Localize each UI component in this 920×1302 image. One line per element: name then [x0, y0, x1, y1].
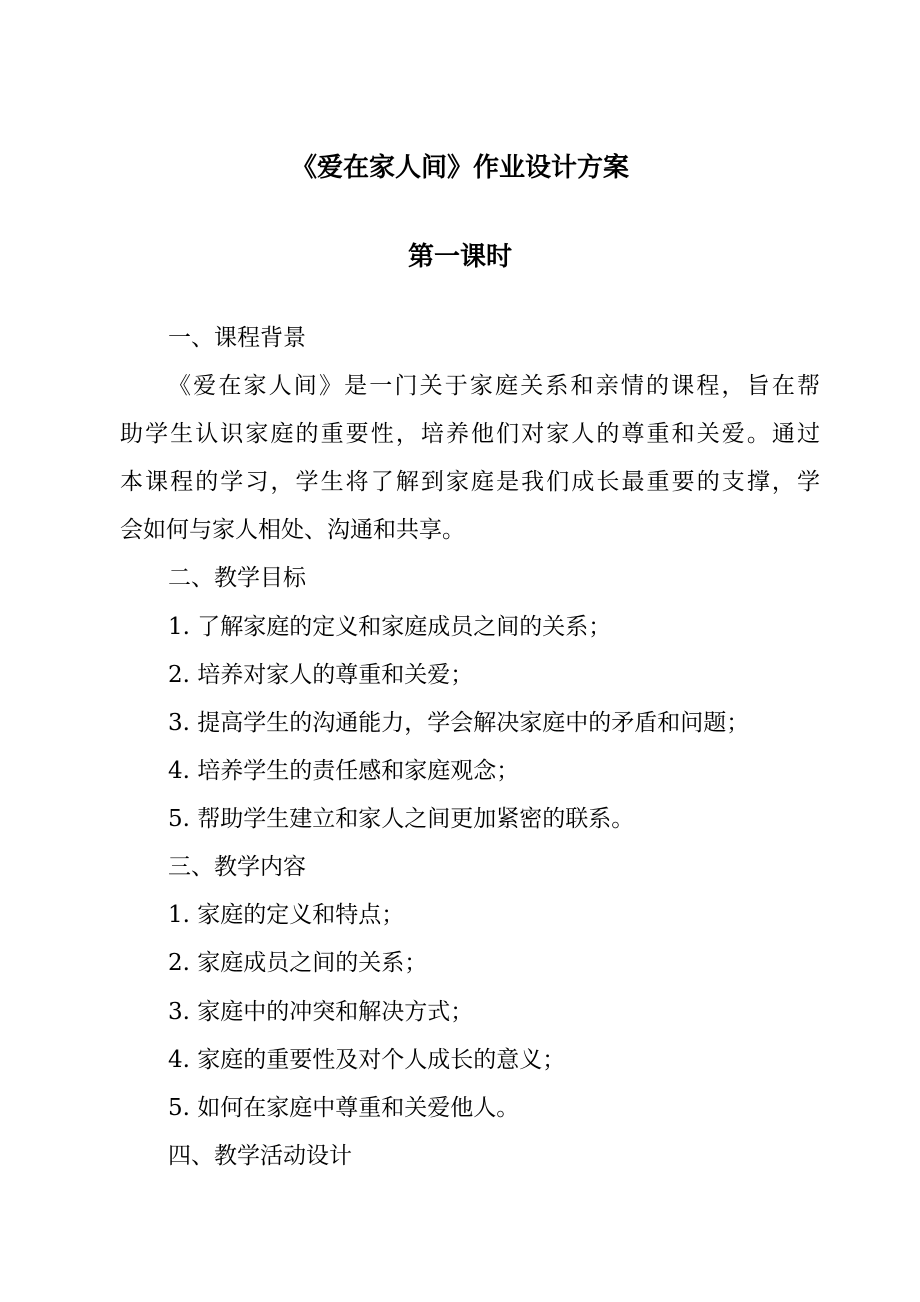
section-heading-activities: 四、教学活动设计: [168, 1143, 352, 1169]
list-item: 2. 家庭成员之间的关系；: [168, 950, 428, 976]
list-item: 5. 帮助学生建立和家人之间更加紧密的联系。: [168, 806, 635, 832]
paragraph-line: 《爱在家人间》是一门关于家庭关系和亲情的课程，旨在帮: [168, 373, 820, 399]
list-item: 1. 家庭的定义和特点；: [168, 902, 405, 928]
list-item: 1. 了解家庭的定义和家庭成员之间的关系；: [168, 614, 612, 640]
list-item: 3. 提高学生的沟通能力，学会解决家庭中的矛盾和问题；: [168, 710, 750, 736]
section-heading-objectives: 二、教学目标: [168, 565, 306, 591]
paragraph-line: 助学生认识家庭的重要性，培养他们对家人的尊重和关爱。通过: [120, 421, 820, 447]
list-item: 4. 家庭的重要性及对个人成长的意义；: [168, 1047, 566, 1073]
list-item: 5. 如何在家庭中尊重和关爱他人。: [168, 1095, 520, 1121]
section-heading-background: 一、课程背景: [168, 325, 306, 351]
paragraph-line: 本课程的学习，学生将了解到家庭是我们成长最重要的支撑，学: [120, 469, 820, 495]
list-item: 3. 家庭中的冲突和解决方式；: [168, 999, 474, 1025]
paragraph-line: 会如何与家人相处、沟通和共享。: [120, 517, 465, 543]
document-title: 《爱在家人间》作业设计方案: [290, 153, 629, 183]
section-heading-content: 三、教学内容: [168, 854, 306, 880]
lesson-subtitle: 第一课时: [407, 242, 512, 272]
list-item: 4. 培养学生的责任感和家庭观念；: [168, 758, 520, 784]
list-item: 2. 培养对家人的尊重和关爱；: [168, 662, 474, 688]
